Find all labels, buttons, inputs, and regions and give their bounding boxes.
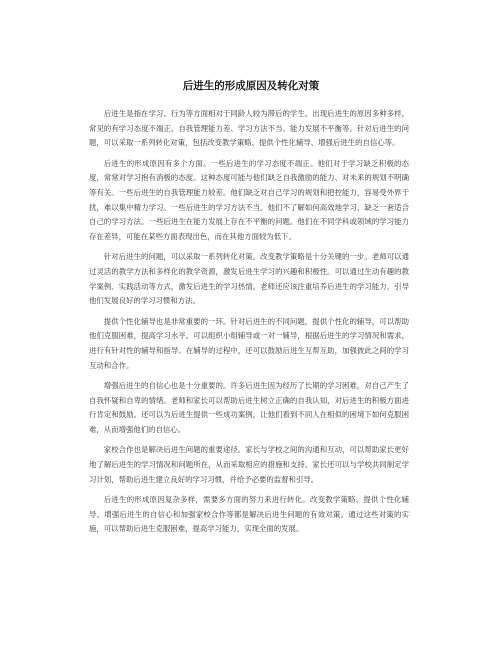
paragraph: 增强后进生的自信心也是十分重要的。许多后进生因为经历了长期的学习困难，对自己产生了自我怀疑和自卑的情绪。老师和家长可以帮助后进生树立正确的自我认知，对后进生的积极方面进行肯定和鼓励。还可以为后进生提供一些成功案例，让他们看到不同人在相似的困境下如何克服困难，从而增强他们的自信心。	[89, 381, 409, 434]
document-title: 后进生的形成原因及转化对策	[182, 80, 320, 92]
paragraph: 家校合作也是解决后进生问题的重要途径。家长与学校之间的沟通和互动，可以帮助家长更好地了解后进生的学习情况和问题所在，从而采取相应的措施和支持。家长还可以与学校共同制定学习计划，帮助后进生建立良好的学习习惯，并给予必要的监督和引导。	[89, 445, 409, 484]
document-body	[89, 107, 409, 543]
paragraph: 后进生的形成原因复杂多样，需要多方面的努力来进行转化。改变教学策略、提供个性化辅导、增强后进生的自信心和加强家校合作等都是解决后进生问题的有效对策。通过这些对策的实施，可以帮助后进生克服困难，提高学习能力，实现全面的发展。	[89, 495, 409, 534]
paragraph: 后进生的形成原因有多个方面。一些后进生的学习态度不端正。他们对于学习缺乏积极的态度，常常对学习抱有消极的态度。这种态度可能与他们缺乏自我激励的能力、对未来的规划不明确等有关。一些后进生的自我管理能力较差。他们缺乏对自己学习的规划和把控能力，容易受外界干扰，难以集中精力学习。一些后进生的学习方法不当。他们不了解如何高效地学习，缺乏一套适合自己的学习方法。一些后进生在能力发展上存在不平衡的问题。他们在不同学科或领域的学习能力存在差异，可能在某些方面表现出色，而在其他方面较为低下。	[89, 158, 409, 241]
paragraph: 提供个性化辅导也是非常重要的一环。针对后进生的不同问题，提供个性化的辅导，可以帮助他们克服困难，提高学习水平。可以组织小组辅导或一对一辅导，根据后进生的学习情况和需求，进行有针对性的辅导和指导。在辅导的过程中，还可以鼓励后进生互帮互助，加强彼此之间的学习互动和合作。	[89, 316, 409, 370]
paragraph: 后进生是指在学习、行为等方面相对于同龄人较为滞后的学生。出现后进生的原因多种多样，常见的有学习态度不端正、自我管理能力差、学习方法不当、能力发展不平衡等。针对后进生的问题，可以采取一系列转化对策，包括改变教学策略、提供个性化辅导、增强后进生的自信心等。	[89, 109, 409, 148]
paragraph: 针对后进生的问题，可以采取一系列转化对策。改变教学策略是十分关键的一步。老师可以通过灵活的教学方法和多样化的教学资源，激发后进生学习的兴趣和积极性。可以通过生动有趣的教学案例、实践活动等方式，激发后进生的学习热情。老师还应该注重培养后进生的学习能力，引导他们发展良好的学习习惯和方法。	[89, 252, 409, 306]
